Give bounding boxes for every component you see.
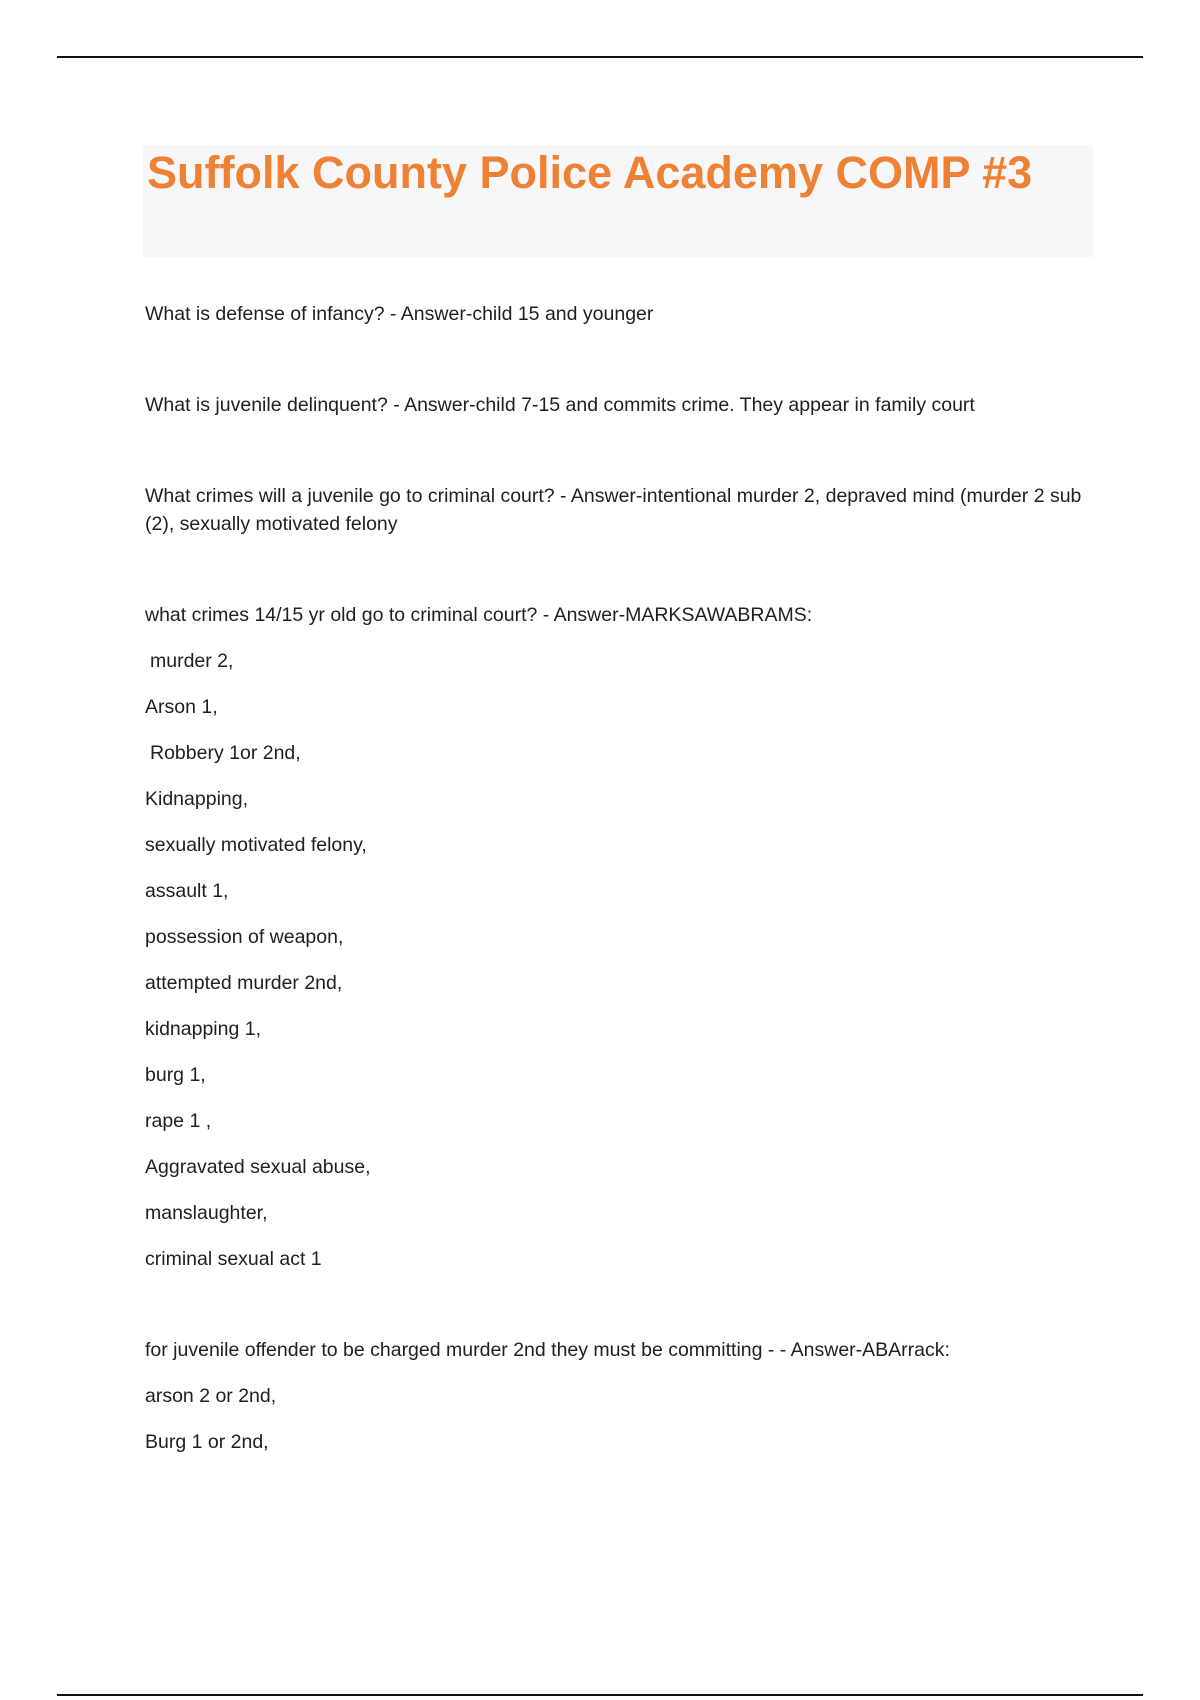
list-item: criminal sexual act 1 [145,1248,322,1270]
list-item: kidnapping 1, [145,1018,262,1040]
question-14-15-criminal-court: what crimes 14/15 yr old go to criminal court? - Answer-MARKSAWABRAMS: [145,604,813,626]
list-item: Robbery 1or 2nd, [150,742,301,764]
list-item: Kidnapping, [145,788,249,810]
top-rule [57,56,1143,58]
bottom-rule [57,1694,1143,1696]
list-item: rape 1 , [145,1110,212,1132]
list-item: assault 1, [145,880,229,902]
list-item: possession of weapon, [145,926,344,948]
title-banner [143,145,1093,257]
list-item: murder 2, [150,650,234,672]
list-item: sexually motivated felony, [145,834,367,856]
document-body [145,300,1090,1456]
list-item: arson 2 or 2nd, [145,1385,277,1407]
document-title: Suffolk County Police Academy COMP #3 [147,147,1033,198]
list-item: manslaughter, [145,1202,268,1224]
question-juvenile-criminal-court: What crimes will a juvenile go to criminal court? - Answer-intentional murder 2, depraved mind (murder 2 sub (2), sexually motivated felony [145,485,1082,535]
question-juvenile-delinquent: What is juvenile delinquent? - Answer-child 7-15 and commits crime. They appear in family court [145,394,975,416]
list-item: attempted murder 2nd, [145,972,343,994]
list-item: Aggravated sexual abuse, [145,1156,371,1178]
list-item: Arson 1, [145,696,218,718]
question-murder-2nd-juvenile-offender: for juvenile offender to be charged murder 2nd they must be committing - - Answer-ABArrack: [145,1339,950,1361]
question-defense-of-infancy: What is defense of infancy? - Answer-child 15 and younger [145,303,654,325]
list-item: Burg 1 or 2nd, [145,1431,269,1453]
list-item: burg 1, [145,1064,206,1086]
